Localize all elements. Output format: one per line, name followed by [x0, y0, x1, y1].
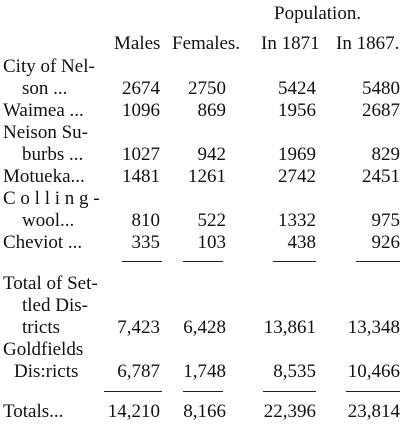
- value-males: 2674: [122, 78, 160, 99]
- value-1867: 5480: [362, 78, 400, 99]
- row-label-goldfields: Goldfields: [3, 339, 84, 360]
- value-1871: 8,535: [273, 361, 316, 382]
- row-label-nelson-suburbs-cont: burbs ...: [22, 144, 84, 165]
- value-females: 1261: [188, 166, 226, 187]
- value-males: 1481: [122, 166, 160, 187]
- value-females: 942: [197, 144, 226, 165]
- row-label-waimea: Waimea ...: [3, 100, 84, 121]
- value-1867: 13,348: [347, 317, 400, 338]
- value-1871: 13,861: [263, 317, 316, 338]
- value-1867: 829: [371, 144, 400, 165]
- value-1867: 23,814: [347, 401, 400, 422]
- value-1871: 22,396: [263, 401, 316, 422]
- row-label-total-settled-cont2: tricts: [22, 317, 60, 338]
- row-label-collingwood-cont: wool...: [22, 210, 75, 231]
- row-label-cheviot: Cheviot ...: [3, 232, 83, 253]
- column-header-1871: In 1871: [261, 33, 320, 54]
- population-group-header: Population.: [274, 3, 362, 24]
- row-label-city-of-nelson: City of Nel-: [3, 56, 95, 77]
- column-rule: [183, 391, 223, 392]
- value-1867: 2687: [362, 100, 400, 121]
- value-males: 7,423: [117, 317, 160, 338]
- column-rule: [122, 261, 162, 262]
- value-females: 1,748: [183, 361, 226, 382]
- value-1871: 1332: [278, 210, 316, 231]
- column-header-1867: In 1867.: [336, 33, 400, 54]
- row-label-city-of-nelson-cont: son ...: [22, 78, 68, 99]
- value-females: 522: [197, 210, 226, 231]
- value-females: 6,428: [183, 317, 226, 338]
- row-label-motueka: Motueka...: [3, 166, 85, 187]
- column-header-males: Males: [114, 33, 161, 54]
- value-females: 2750: [188, 78, 226, 99]
- row-label-total-settled-cont: tled Dis-: [22, 295, 88, 316]
- value-1867: 10,466: [347, 361, 400, 382]
- value-females: 869: [197, 100, 226, 121]
- value-males: 1027: [122, 144, 160, 165]
- value-males: 1096: [122, 100, 160, 121]
- column-rule: [356, 261, 400, 262]
- value-males: 335: [131, 232, 160, 253]
- column-rule: [183, 261, 223, 262]
- value-1871: 1969: [278, 144, 316, 165]
- value-males: 14,210: [107, 401, 160, 422]
- value-females: 8,166: [183, 401, 226, 422]
- value-1871: 438: [287, 232, 316, 253]
- column-rule: [263, 391, 316, 392]
- column-rule: [104, 391, 162, 392]
- column-header-females: Females.: [172, 33, 241, 54]
- value-1867: 975: [371, 210, 400, 231]
- column-rule: [346, 391, 400, 392]
- value-females: 103: [197, 232, 226, 253]
- value-males: 810: [131, 210, 160, 231]
- value-males: 6,787: [117, 361, 160, 382]
- value-1871: 2742: [278, 166, 316, 187]
- value-1871: 1956: [278, 100, 316, 121]
- row-label-goldfields-cont: Dis:ricts: [14, 361, 79, 382]
- value-1867: 926: [371, 232, 400, 253]
- value-1871: 5424: [278, 78, 316, 99]
- value-1867: 2451: [362, 166, 400, 187]
- row-label-collingwood: C o l l i n g -: [3, 188, 100, 209]
- column-rule: [273, 261, 316, 262]
- row-label-nelson-suburbs: Neison Su-: [3, 122, 88, 143]
- row-label-totals: Totals...: [3, 401, 64, 422]
- row-label-total-settled: Total of Set-: [3, 273, 98, 294]
